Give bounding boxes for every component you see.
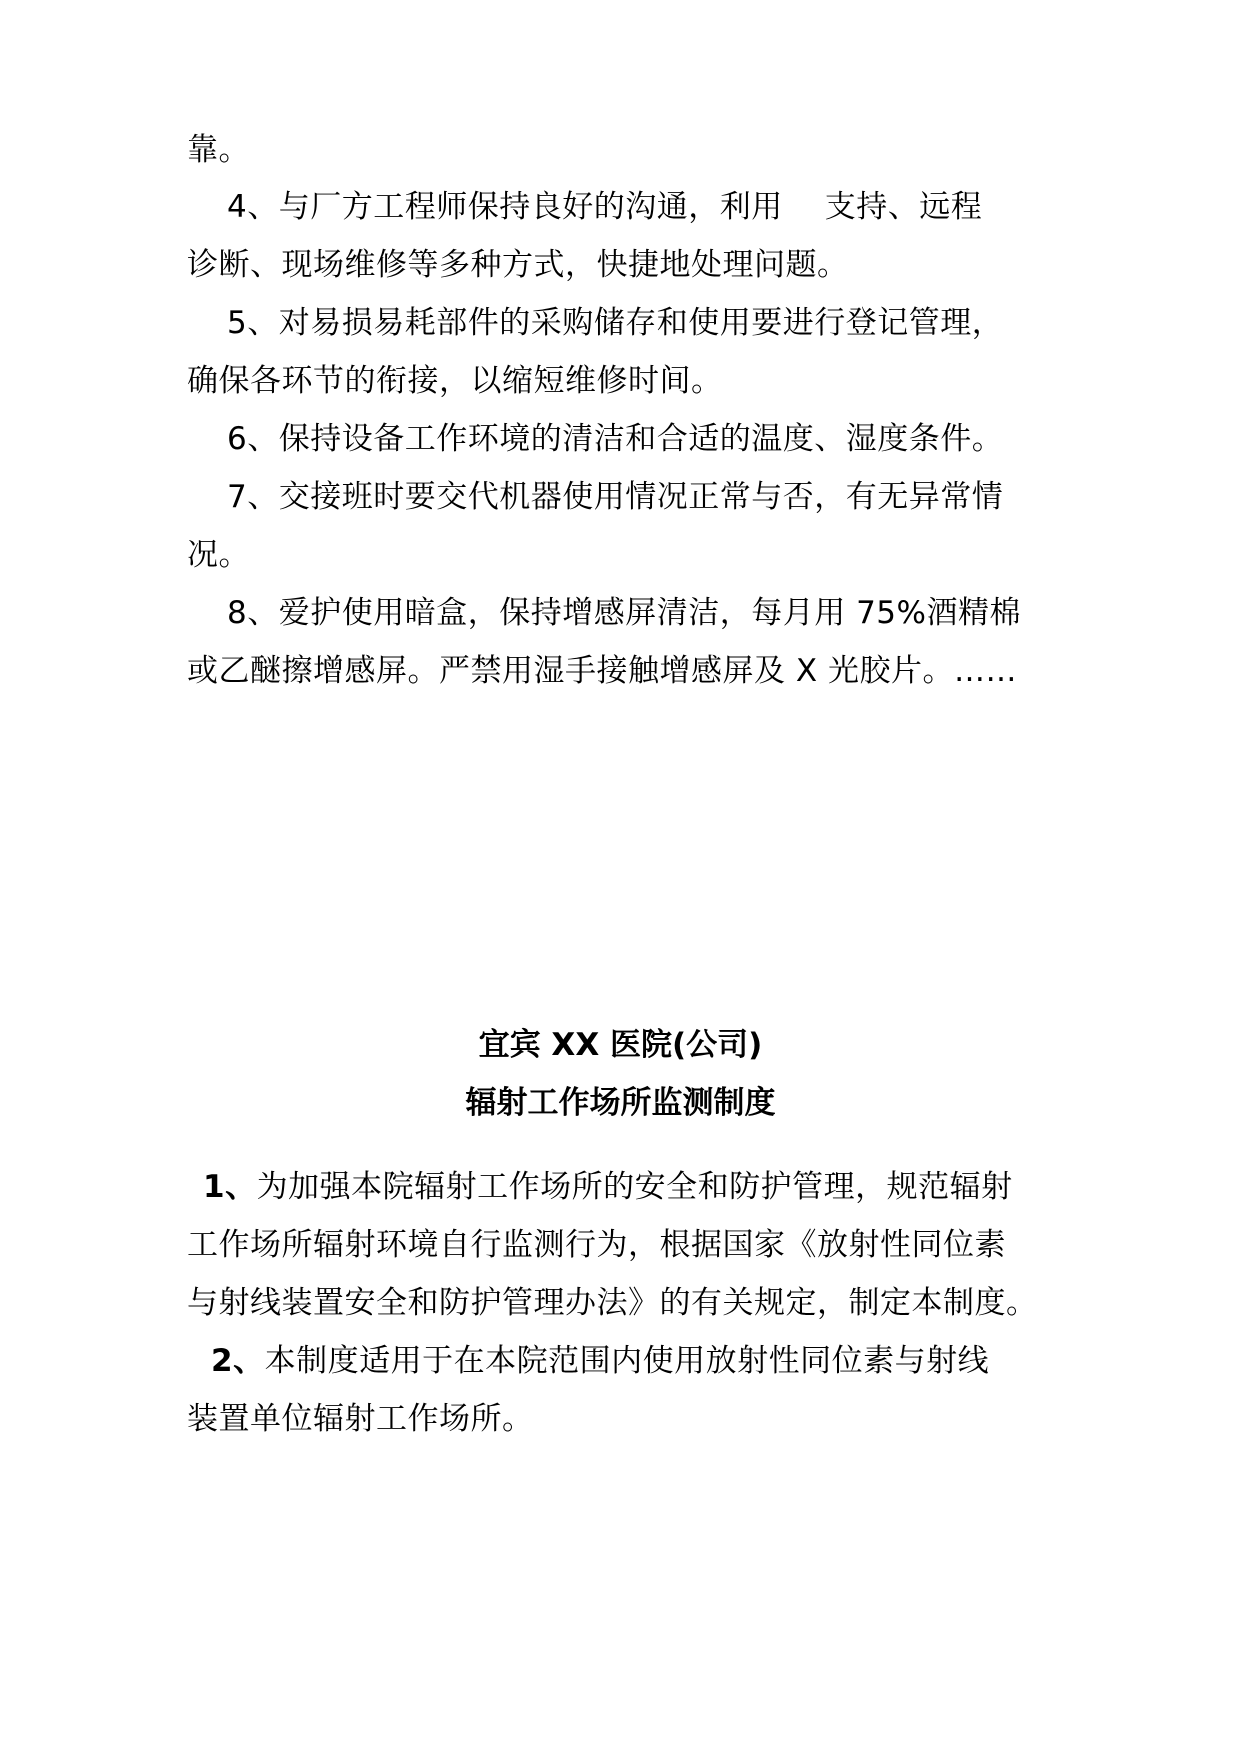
item-4-text-start: 4、与厂方工程师保持良好的沟通，利用 [227,189,783,225]
paragraph-item-4 [227,187,1127,227]
item-5-text-cont: 确保各环节的衔接，以缩短维修时间。 [187,363,723,399]
item-1-number: 1、 [203,1169,257,1205]
item-4-text-cont: 诊断、现场维修等多种方式，快捷地处理问题。 [187,247,849,283]
item-1-text: 为加强本院辐射工作场所的安全和防护管理，规范辐射 [256,1169,1013,1205]
paragraph-item-8 [227,593,1127,633]
item-2-number: 2、 [211,1343,265,1379]
paragraph-line [187,1283,1087,1323]
paragraph-line [187,1225,1087,1265]
document-title: 辐射工作场所监测制度 [465,1085,776,1121]
paragraph-item-2 [211,1341,1111,1381]
item-2-text: 本制度适用于在本院范围内使用放射性同位素与射线 [264,1343,990,1379]
item-5-text: 5、对易损易耗部件的采购储存和使用要进行登记管理， [227,305,1004,341]
paragraph-line [187,535,1087,575]
text-continuation: 靠。 [187,132,250,168]
item-1-text-cont: 与射线装置安全和防护管理办法》的有关规定，制定本制度。 [187,1285,1038,1321]
item-8-text-cont: 或乙醚擦增感屏。严禁用湿手接触增感屏及 X 光胶片。…… [187,653,1017,689]
paragraph-line [187,1399,1087,1439]
item-2-text-cont: 装置单位辐射工作场所。 [187,1401,534,1437]
paragraph-line [187,651,1087,691]
item-4-text-end: 支持、远程 [824,189,983,225]
paragraph-line [187,130,1087,170]
item-6-text: 6、保持设备工作环境的清洁和合适的温度、湿度条件。 [227,421,1004,457]
paragraph-item-6 [227,419,1127,459]
paragraph-line [187,361,1087,401]
item-1-text-cont: 工作场所辐射环境自行监测行为，根据国家《放射性同位素 [187,1227,1006,1263]
item-7-text: 7、交接班时要交代机器使用情况正常与否，有无异常情 [227,479,1004,515]
paragraph-item-1 [203,1167,1103,1207]
paragraph-item-5 [227,303,1127,343]
item-8-text: 8、爱护使用暗盒，保持增感屏清洁，每月用 75%酒精棉 [227,595,1021,631]
paragraph-line [187,245,1087,285]
paragraph-item-7 [227,477,1127,517]
document-title-org: 宜宾 XX 医院(公司) [478,1027,763,1063]
item-7-text-cont: 况。 [187,537,250,573]
